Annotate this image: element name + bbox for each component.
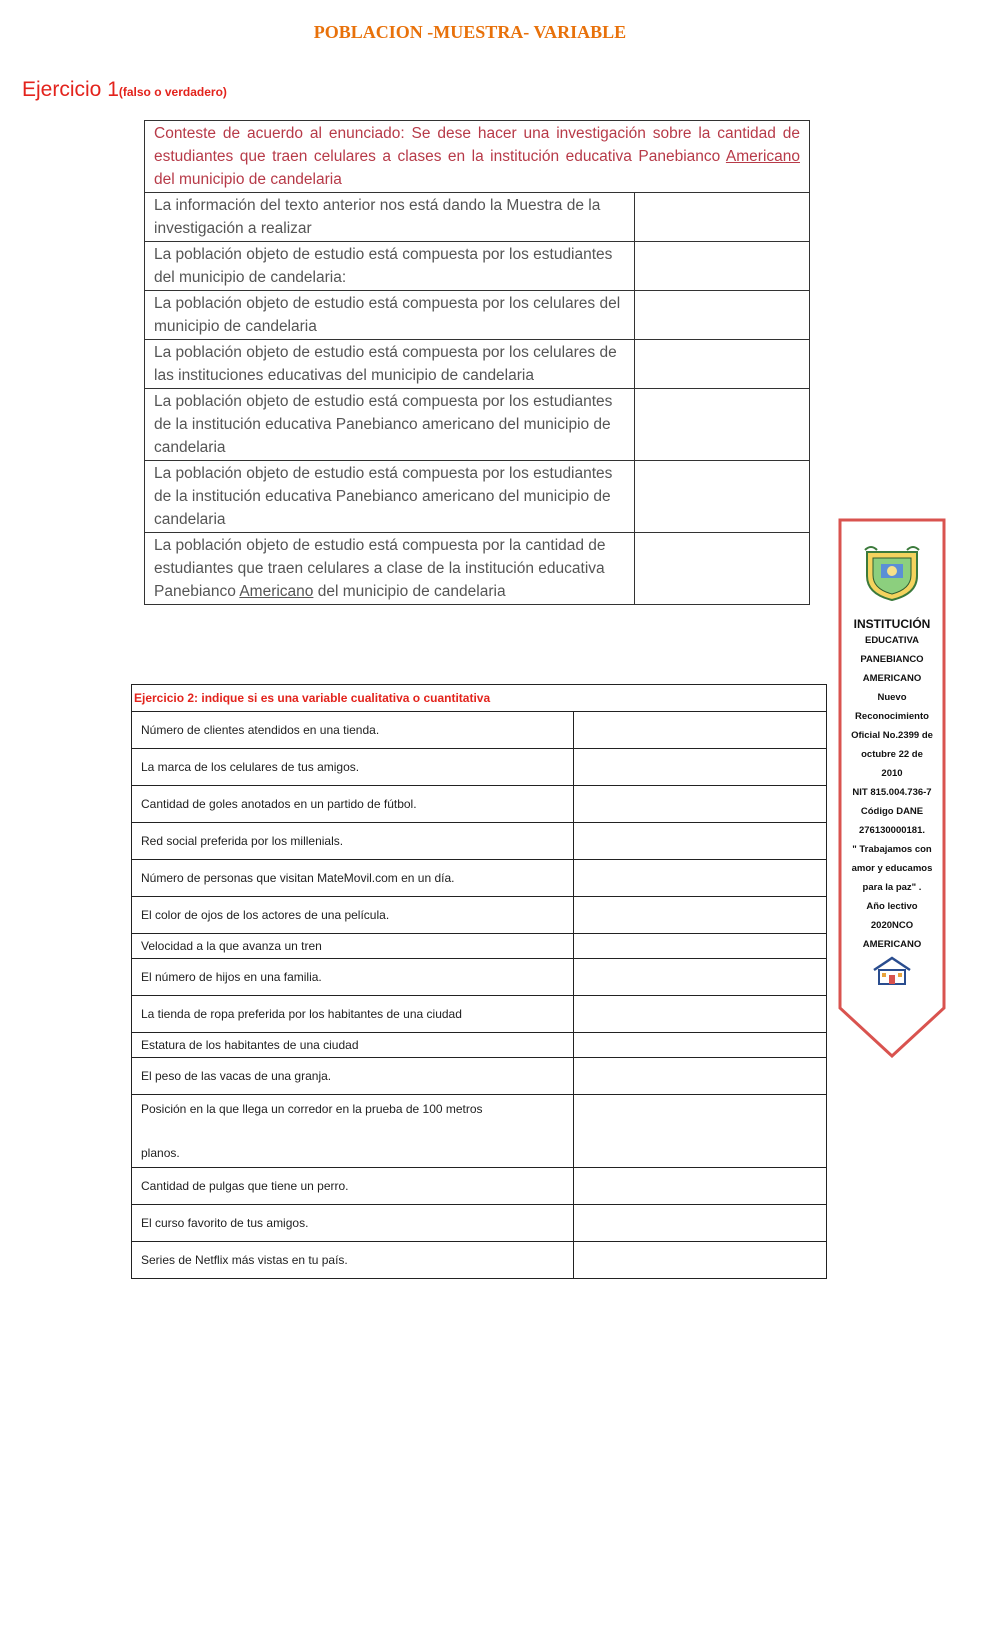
variable-cell: Número de personas que visitan MateMovil.com en un día.: [132, 860, 574, 897]
exercise-1-label: Ejercicio 1: [22, 78, 119, 101]
answer-cell[interactable]: [574, 934, 827, 959]
table-row: [132, 934, 827, 959]
exercise-1-statement: [145, 121, 810, 193]
table-row: [132, 897, 827, 934]
table-row: [132, 712, 827, 749]
answer-cell[interactable]: [635, 389, 810, 461]
statement-underlined: Americano: [725, 148, 800, 165]
school-crest-icon: [861, 542, 923, 604]
table-row: [145, 121, 810, 193]
page-title: POBLACION -MUESTRA- VARIABLE: [313, 22, 627, 42]
variable-text-line2: planos.: [141, 1146, 180, 1160]
variable-cell: La marca de los celulares de tus amigos.: [132, 749, 574, 786]
table-row: [132, 685, 827, 712]
variable-cell: El color de ojos de los actores de una película.: [132, 897, 574, 934]
answer-cell[interactable]: [574, 1205, 827, 1242]
bookmark-line: 276130000181.: [858, 825, 926, 836]
bookmark-line: " Trabajamos con: [852, 844, 932, 855]
answer-cell[interactable]: [574, 1058, 827, 1095]
table-row: [132, 860, 827, 897]
bookmark-line: 2020NCO: [870, 920, 914, 931]
exercise-2-table: [131, 684, 827, 1279]
table-row: [145, 389, 810, 461]
question-cell: La población objeto de estudio está compuesta por los celulares de las instituciones educativas del municipio de candelaria: [145, 340, 635, 389]
exercise-1-heading: [22, 78, 227, 102]
bookmark-line: PANEBIANCO: [860, 654, 924, 665]
table-row: [145, 242, 810, 291]
question-text: La población objeto de estudio está compuesta por la cantidad de estudiantes que traen celulares a clase de la institución educativa Panebianco: [154, 537, 606, 600]
school-building-icon: [870, 954, 914, 988]
table-row: [145, 533, 810, 605]
answer-cell[interactable]: [635, 291, 810, 340]
variable-cell: El peso de las vacas de una granja.: [132, 1058, 574, 1095]
answer-cell[interactable]: [574, 712, 827, 749]
answer-cell[interactable]: [574, 1095, 827, 1168]
bookmark-line: Nuevo: [877, 692, 907, 703]
question-cell: La población objeto de estudio está compuesta por los estudiantes del municipio de candelaria:: [145, 242, 635, 291]
answer-cell[interactable]: [635, 461, 810, 533]
question-cell: La población objeto de estudio está compuesta por los estudiantes de la institución educativa Panebianco americano del municipio de candelaria: [145, 461, 635, 533]
variable-text-line1: Posición en la que llega un corredor en la prueba de 100 metros: [141, 1102, 483, 1116]
bookmark-line: octubre 22 de: [861, 749, 923, 760]
variable-cell: Velocidad a la que avanza un tren: [132, 934, 574, 959]
variable-cell: Series de Netflix más vistas en tu país.: [132, 1242, 574, 1279]
question-cell: La información del texto anterior nos está dando la Muestra de la investigación a realizar: [145, 193, 635, 242]
answer-cell[interactable]: [635, 242, 810, 291]
table-row: [132, 749, 827, 786]
answer-cell[interactable]: [635, 533, 810, 605]
bookmark-content: [844, 542, 940, 993]
question-cell: [145, 533, 635, 605]
answer-cell[interactable]: [635, 193, 810, 242]
bookmark-line: Año lectivo: [866, 901, 918, 912]
exercise-2-heading: Ejercicio 2: indique si es una variable cualitativa o cuantitativa: [132, 685, 827, 712]
table-row: [132, 959, 827, 996]
bookmark-line: Código DANE: [860, 806, 924, 817]
bookmark-line: amor y educamos: [851, 863, 933, 874]
answer-cell[interactable]: [574, 860, 827, 897]
bookmark-line: NIT 815.004.736-7: [852, 787, 932, 798]
table-row: [132, 1095, 827, 1168]
answer-cell[interactable]: [574, 749, 827, 786]
table-row: [145, 340, 810, 389]
variable-cell: La tienda de ropa preferida por los habitantes de una ciudad: [132, 996, 574, 1033]
variable-cell: El curso favorito de tus amigos.: [132, 1205, 574, 1242]
table-row: [132, 823, 827, 860]
answer-cell[interactable]: [574, 996, 827, 1033]
statement-text: Conteste de acuerdo al enunciado: Se dese hacer una investigación sobre la cantidad de estudiantes que traen celulares a clases en la institución educativa Panebianco: [154, 125, 800, 165]
variable-cell: Red social preferida por los millenials.: [132, 823, 574, 860]
answer-cell[interactable]: [635, 340, 810, 389]
table-row: [132, 1242, 827, 1279]
table-row: [132, 1058, 827, 1095]
bookmark-line: AMERICANO: [862, 673, 922, 684]
bookmark-line: para la paz" .: [862, 882, 922, 893]
exercise-1-note: (falso o verdadero): [118, 85, 227, 99]
table-row: [132, 996, 827, 1033]
bookmark-line: AMERICANO: [862, 939, 922, 950]
bookmark-title: INSTITUCIÓN: [853, 617, 931, 631]
bookmark-line: Reconocimiento: [855, 711, 929, 722]
variable-cell: El número de hijos en una familia.: [132, 959, 574, 996]
exercise-1-table: [144, 120, 810, 605]
table-row: [132, 1033, 827, 1058]
table-row: [132, 1205, 827, 1242]
answer-cell[interactable]: [574, 897, 827, 934]
statement-text-end: del municipio de candelaria: [154, 171, 342, 188]
variable-cell: Número de clientes atendidos en una tienda.: [132, 712, 574, 749]
variable-cell: Cantidad de pulgas que tiene un perro.: [132, 1168, 574, 1205]
bookmark-line: Oficial No.2399 de: [851, 730, 933, 741]
question-cell: La población objeto de estudio está compuesta por los celulares del municipio de candelaria: [145, 291, 635, 340]
bookmark-line: EDUCATIVA: [864, 635, 919, 646]
variable-cell: Cantidad de goles anotados en un partido de fútbol.: [132, 786, 574, 823]
question-underlined: Americano: [239, 583, 314, 600]
table-row: [132, 786, 827, 823]
answer-cell[interactable]: [574, 1168, 827, 1205]
table-row: [145, 291, 810, 340]
table-row: [145, 461, 810, 533]
answer-cell[interactable]: [574, 959, 827, 996]
variable-cell: Estatura de los habitantes de una ciudad: [132, 1033, 574, 1058]
answer-cell[interactable]: [574, 1033, 827, 1058]
table-row: [132, 1168, 827, 1205]
table-row: [145, 193, 810, 242]
answer-cell[interactable]: [574, 786, 827, 823]
question-cell: La población objeto de estudio está compuesta por los estudiantes de la institución educativa Panebianco americano del municipio de candelaria: [145, 389, 635, 461]
answer-cell[interactable]: [574, 1242, 827, 1279]
answer-cell[interactable]: [574, 823, 827, 860]
variable-cell: [132, 1095, 574, 1168]
school-bookmark: [838, 518, 946, 1058]
bookmark-line: 2010: [881, 768, 903, 779]
question-text-end: del municipio de candelaria: [313, 583, 506, 600]
